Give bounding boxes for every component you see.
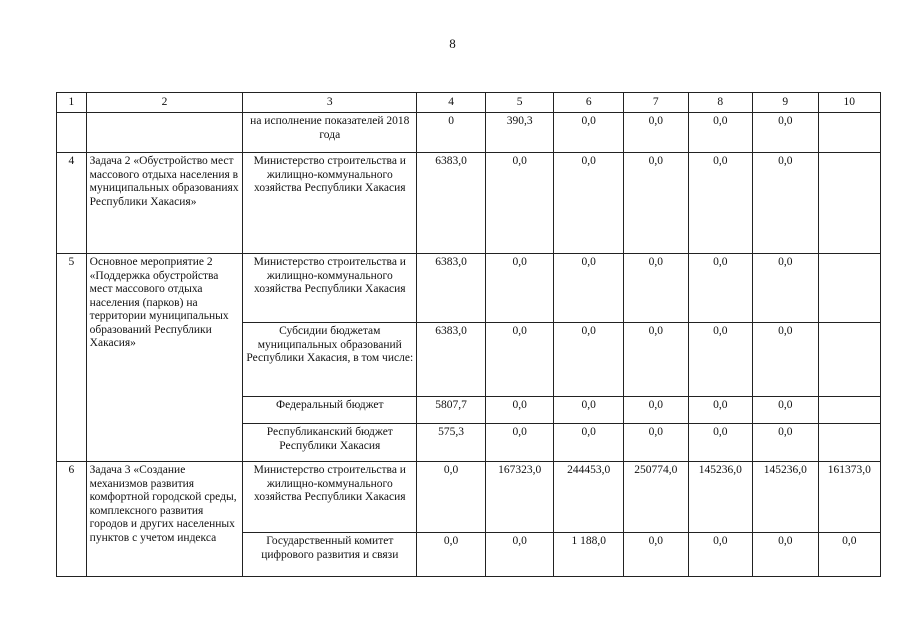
task-name-cell: Основное мероприятие 2 «Поддержка обустройства мест массового отдыха населения (парков) на территории муниципальных образований Республики Хакасия» — [86, 254, 243, 462]
task-name-cell: Задача 3 «Создание механизмов развития комфортной городской среды, комплексного развития городов и других населенных пунктов с учетом индекса — [86, 462, 243, 577]
value-cell: 167323,0 — [485, 462, 554, 533]
value-cell: 6383,0 — [417, 254, 486, 323]
column-number-header: 4 — [417, 93, 486, 113]
executor-cell: Республиканский бюджет Республики Хакасия — [243, 424, 417, 462]
row-number-cell: 6 — [57, 462, 87, 577]
value-cell: 0,0 — [753, 254, 819, 323]
value-cell: 244453,0 — [554, 462, 624, 533]
value-cell: 0,0 — [417, 533, 486, 577]
value-cell — [818, 323, 881, 397]
value-cell: 0,0 — [485, 533, 554, 577]
row-number-cell: 5 — [57, 254, 87, 462]
value-cell: 0,0 — [818, 533, 881, 577]
value-cell: 0,0 — [753, 533, 819, 577]
table-row — [57, 113, 881, 153]
value-cell: 0,0 — [688, 153, 752, 254]
value-cell: 161373,0 — [818, 462, 881, 533]
value-cell: 5807,7 — [417, 397, 486, 424]
table-row — [57, 254, 881, 323]
task-name-cell — [86, 113, 243, 153]
value-cell: 0,0 — [624, 397, 688, 424]
executor-cell: Министерство строительства и жилищно-коммунального хозяйства Республики Хакасия — [243, 462, 417, 533]
value-cell — [818, 254, 881, 323]
value-cell — [818, 397, 881, 424]
row-number-cell — [57, 113, 87, 153]
value-cell: 0,0 — [624, 254, 688, 323]
value-cell: 0 — [417, 113, 486, 153]
value-cell: 0,0 — [554, 113, 624, 153]
table-row — [57, 153, 881, 254]
value-cell: 0,0 — [554, 397, 624, 424]
executor-cell: на исполнение показателей 2018 года — [243, 113, 417, 153]
table-row — [57, 462, 881, 533]
value-cell: 0,0 — [624, 323, 688, 397]
value-cell: 0,0 — [688, 424, 752, 462]
page-number: 8 — [449, 36, 456, 51]
executor-cell: Министерство строительства и жилищно-коммунального хозяйства Республики Хакасия — [243, 153, 417, 254]
value-cell: 0,0 — [554, 323, 624, 397]
value-cell: 0,0 — [624, 424, 688, 462]
value-cell: 0,0 — [485, 397, 554, 424]
value-cell: 0,0 — [624, 113, 688, 153]
value-cell: 6383,0 — [417, 153, 486, 254]
value-cell: 0,0 — [485, 153, 554, 254]
value-cell: 0,0 — [688, 254, 752, 323]
value-cell: 145236,0 — [753, 462, 819, 533]
row-number-cell: 4 — [57, 153, 87, 254]
value-cell: 0,0 — [753, 424, 819, 462]
value-cell: 145236,0 — [688, 462, 752, 533]
value-cell: 0,0 — [688, 533, 752, 577]
column-number-header: 7 — [624, 93, 688, 113]
executor-cell: Государственный комитет цифрового развития и связи — [243, 533, 417, 577]
value-cell: 0,0 — [417, 462, 486, 533]
value-cell: 0,0 — [753, 397, 819, 424]
value-cell: 0,0 — [554, 153, 624, 254]
value-cell: 0,0 — [753, 323, 819, 397]
value-cell: 0,0 — [753, 153, 819, 254]
value-cell: 0,0 — [485, 254, 554, 323]
value-cell: 0,0 — [624, 153, 688, 254]
value-cell: 0,0 — [554, 254, 624, 323]
value-cell: 0,0 — [688, 397, 752, 424]
value-cell: 0,0 — [485, 424, 554, 462]
value-cell: 0,0 — [753, 113, 819, 153]
executor-cell: Субсидии бюджетам муниципальных образований Республики Хакасия, в том числе: — [243, 323, 417, 397]
executor-cell: Министерство строительства и жилищно-коммунального хозяйства Республики Хакасия — [243, 254, 417, 323]
column-number-header: 2 — [86, 93, 243, 113]
value-cell: 0,0 — [688, 113, 752, 153]
executor-cell: Федеральный бюджет — [243, 397, 417, 424]
value-cell — [818, 424, 881, 462]
value-cell: 0,0 — [554, 424, 624, 462]
value-cell: 0,0 — [485, 323, 554, 397]
value-cell — [818, 153, 881, 254]
column-number-header: 5 — [485, 93, 554, 113]
column-number-header: 9 — [753, 93, 819, 113]
value-cell: 390,3 — [485, 113, 554, 153]
value-cell: 1 188,0 — [554, 533, 624, 577]
column-number-row — [57, 93, 881, 113]
column-number-header: 1 — [57, 93, 87, 113]
value-cell: 575,3 — [417, 424, 486, 462]
task-name-cell: Задача 2 «Обустройство мест массового отдыха населения в муниципальных образованиях Республики Хакасия» — [86, 153, 243, 254]
value-cell — [818, 113, 881, 153]
column-number-header: 10 — [818, 93, 881, 113]
value-cell: 0,0 — [688, 323, 752, 397]
program-funding-table — [56, 92, 881, 577]
column-number-header: 8 — [688, 93, 752, 113]
value-cell: 0,0 — [624, 533, 688, 577]
column-number-header: 3 — [243, 93, 417, 113]
column-number-header: 6 — [554, 93, 624, 113]
value-cell: 250774,0 — [624, 462, 688, 533]
value-cell: 6383,0 — [417, 323, 486, 397]
